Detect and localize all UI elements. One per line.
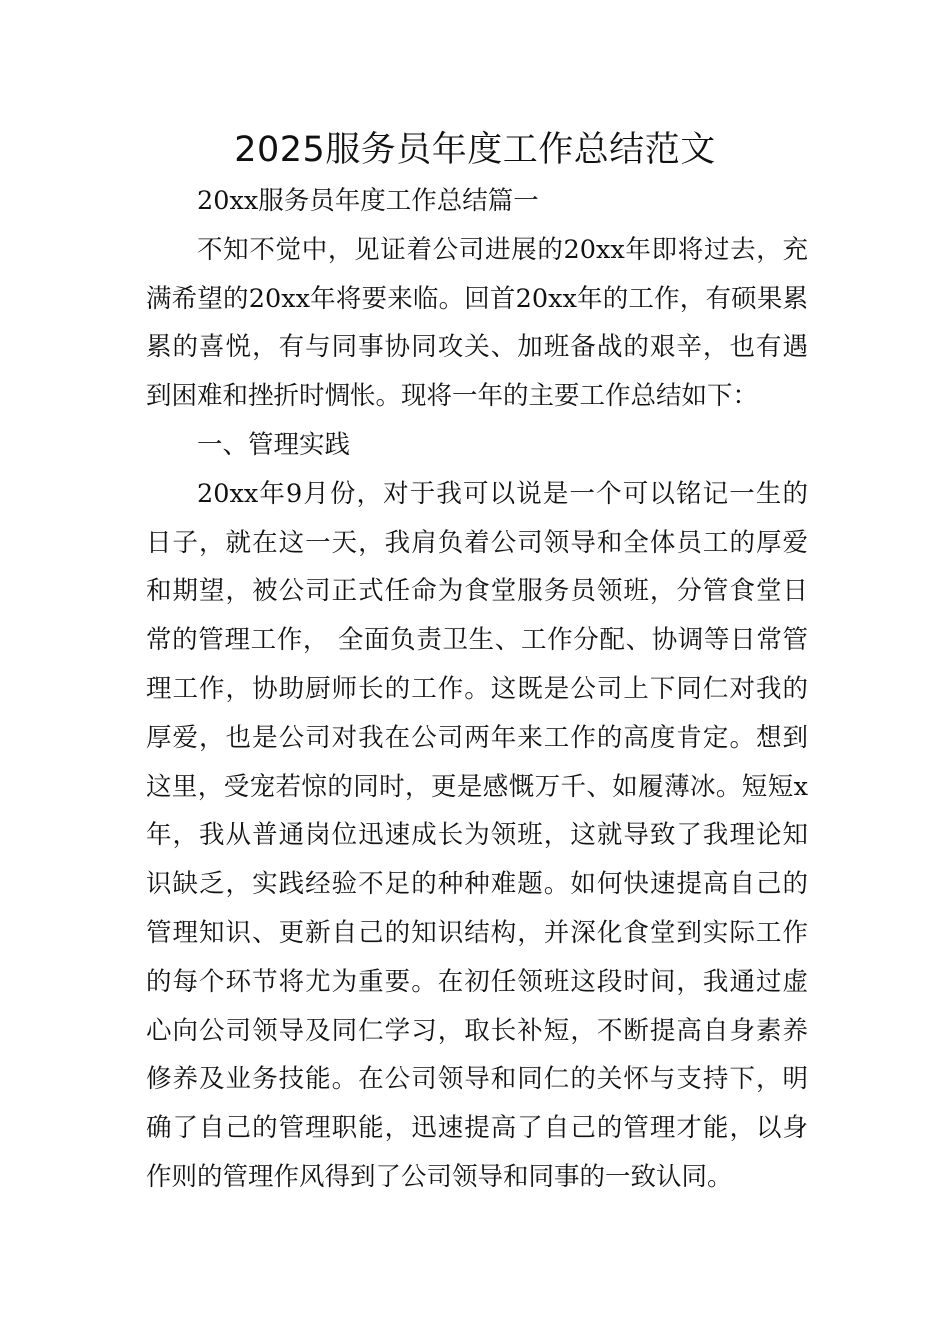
document-body [146,177,808,1202]
section-heading-part-one: 20xx服务员年度工作总结篇一 [197,186,539,216]
intro-paragraph: 不知不觉中，见证着公司进展的20xx年即将过去，充满希望的20xx年将要来临。回首20xx年的工作，有硕果累累的喜悦，有与同事协同攻关、加班备战的艰辛，也有遇到困难和挫折时惆怅。现将一年的主要工作总结如下： [146,234,808,412]
document-title: 2025服务员年度工作总结范文 [234,130,716,170]
section-heading-management-practice: 一、管理实践 [197,429,351,460]
management-practice-paragraph: 20xx年9月份，对于我可以说是一个可以铭记一生的日子，就在这一天，我肩负着公司领导和全体员工的厚爱和期望，被公司正式任命为食堂服务员领班，分管食堂日常的管理工作， 全面负责卫生、工作分配、协调等日常管理工作，协助厨师长的工作。这既是公司上下同仁对我的厚爱，也是公司对我在公司两年来工作的高度肯定。想到这里，受宠若惊的同时，更是感慨万千、如履薄冰。短短x年，我从普通岗位迅速成长为领班，这就导致了我理论知识缺乏，实践经验不足的种种难题。如何快速提高自己的管理知识、更新自己的知识结构，并深化食堂到实际工作的每个环节将尤为重要。在初任领班这段时间，我通过虚心向公司领导及同仁学习，取长补短，不断提高自身素养修养及业务技能。在公司领导和同仁的关怀与支持下，明确了自己的管理职能，迅速提高了自己的管理才能，以身作则的管理作风得到了公司领导和同事的一致认同。 [146,478,808,1192]
